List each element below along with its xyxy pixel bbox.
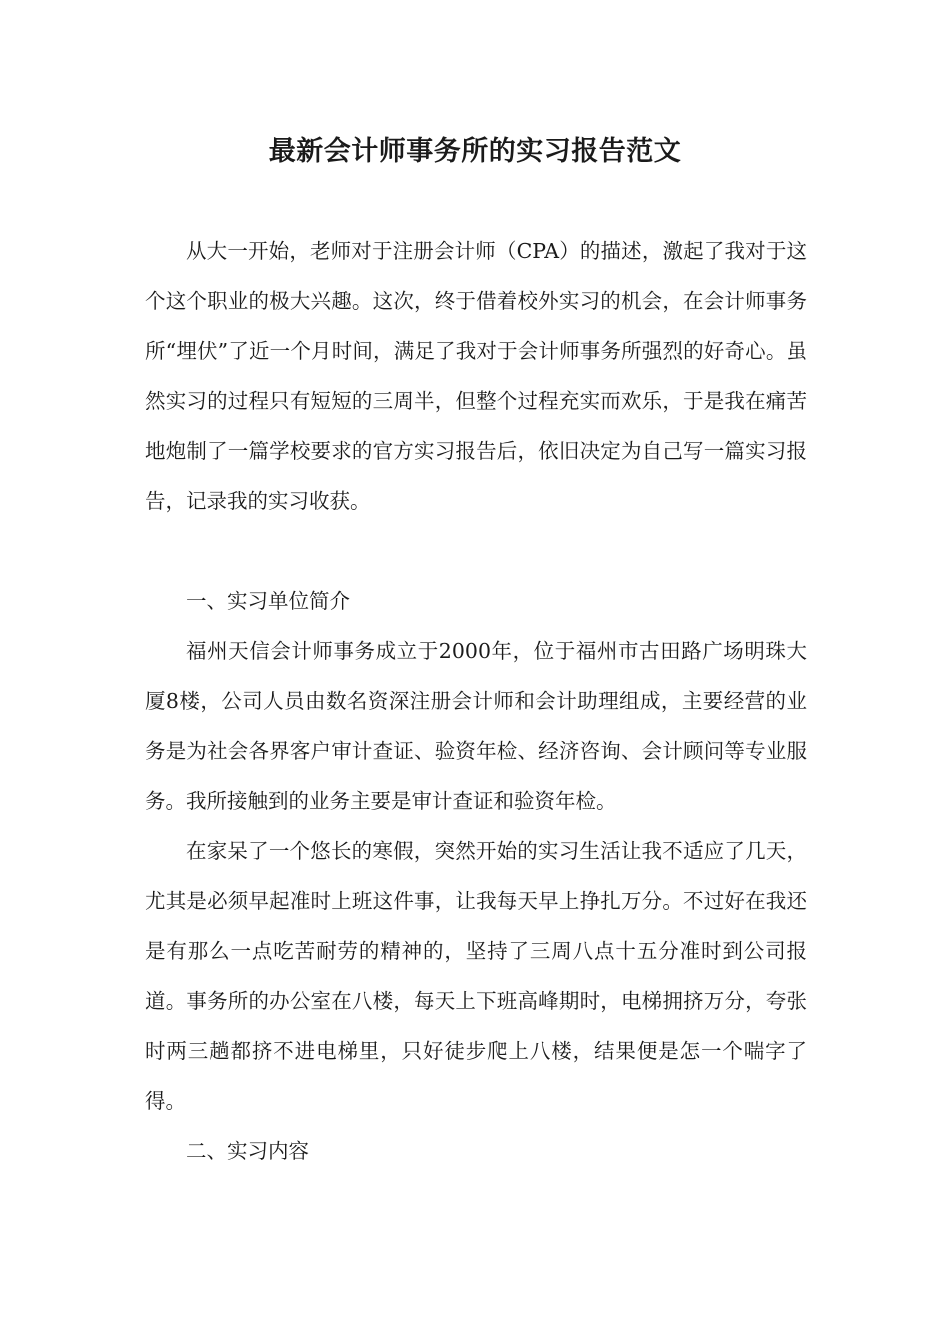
- paragraph-intro: 从大一开始，老师对于注册会计师（CPA）的描述，激起了我对于这个这个职业的极大兴趣。这次，终于借着校外实习的机会，在会计师事务所“埋伏”了近一个月时间，满足了我对于会计师事务所强烈的好奇心。虽然实习的过程只有短短的三周半，但整个过程充实而欢乐，于是我在痛苦地炮制了一篇学校要求的官方实习报告后，依旧决定为自己写一篇实习报告，记录我的实习收获。: [145, 239, 807, 513]
- paragraph-spacer: [145, 526, 807, 576]
- paragraph-company: 福州天信会计师事务成立于2000年，位于福州市古田路广场明珠大厦8楼，公司人员由数名资深注册会计师和会计助理组成，主要经营的业务是为社会各界客户审计查证、验资年检、经济咨询、会计顾问等专业服务。我所接触到的业务主要是审计查证和验资年检。: [145, 639, 807, 813]
- section-heading-2: 二、实习内容: [186, 1139, 309, 1163]
- document-title: 最新会计师事务所的实习报告范文: [268, 136, 682, 167]
- paragraph-experience: 在家呆了一个悠长的寒假，突然开始的实习生活让我不适应了几天，尤其是必须早起准时上班这件事，让我每天早上挣扎万分。不过好在我还是有那么一点吃苦耐劳的精神的，坚持了三周八点十五分准时到公司报道。事务所的办公室在八楼，每天上下班高峰期时，电梯拥挤万分，夸张时两三趟都挤不进电梯里，只好徒步爬上八楼，结果便是怎一个喘字了得。: [145, 839, 807, 1113]
- section-heading-1: 一、实习单位简介: [186, 589, 350, 613]
- document-body: [145, 226, 807, 1176]
